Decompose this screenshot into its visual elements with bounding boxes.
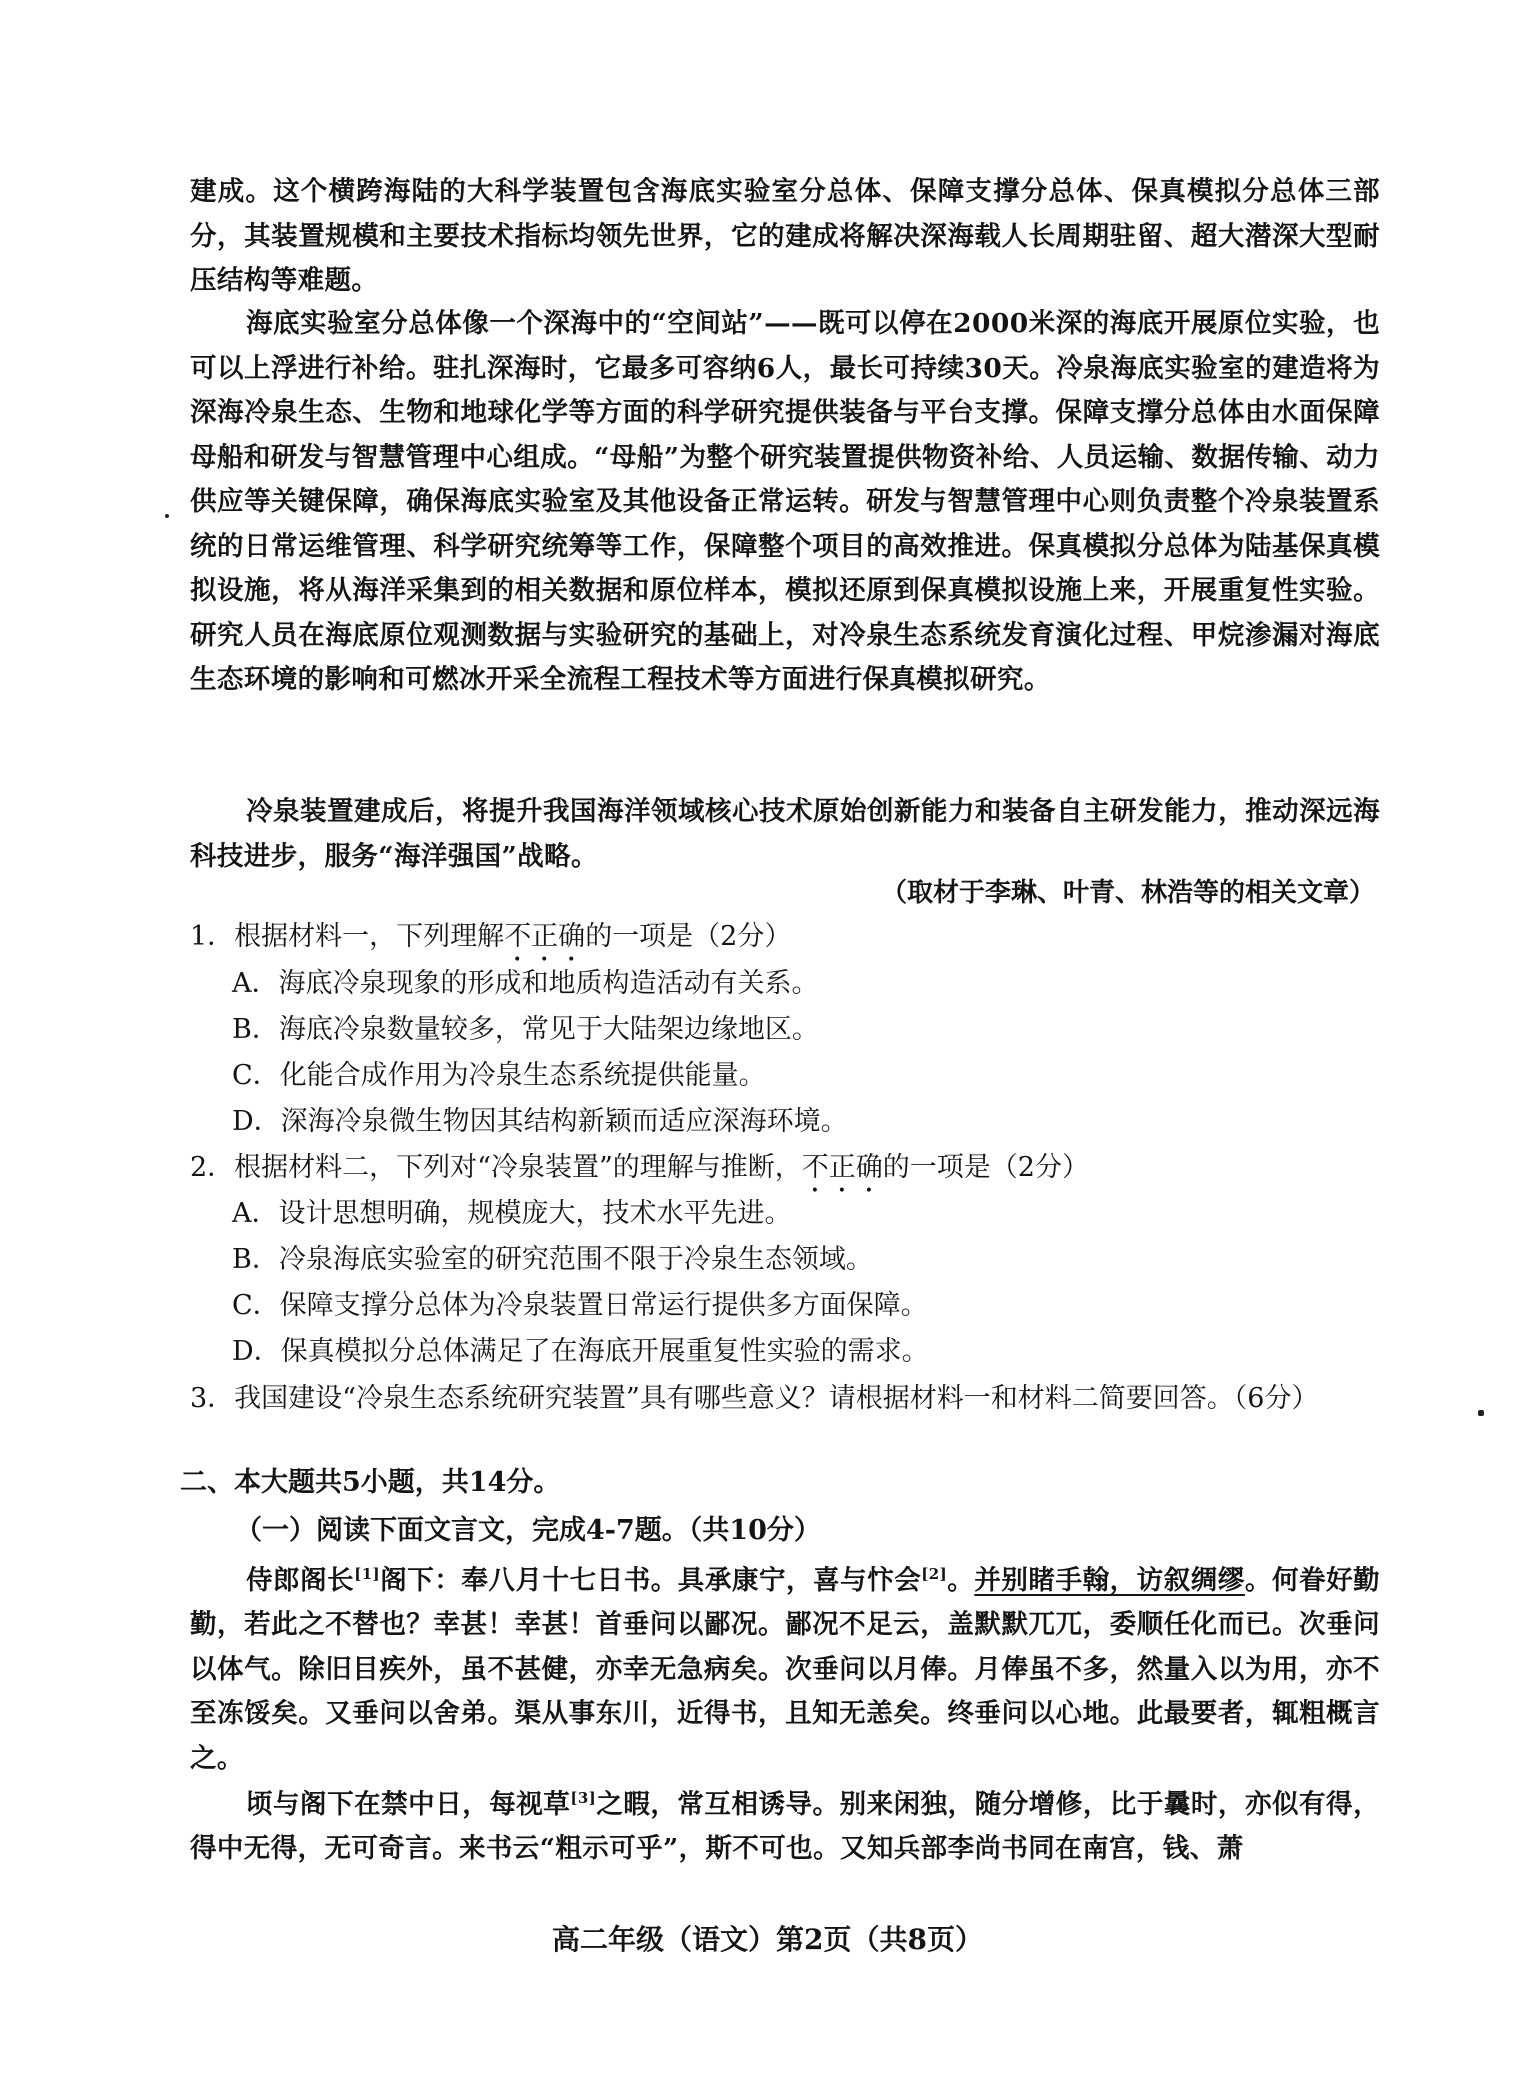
question-2-option-c: C．保障支撑分总体为冷泉装置日常运行提供多方面保障。: [232, 1290, 928, 1321]
question-1-option-b: B．海底冷泉数量较多，常见于大陆架边缘地区。: [232, 1014, 819, 1045]
material2-paragraph-1: 建成。这个横跨海陆的大科学装置包含海底实验室分总体、保障支撑分总体、保真模拟分总体三部分，其装置规模和主要技术指标均领先世界，它的建成将解决深海载人长周期驻留、超大潜深大型耐压结构等难题。: [190, 176, 1380, 296]
question-2-option-b: B．冷泉海底实验室的研究范围不限于冷泉生态领域。: [232, 1244, 873, 1275]
scan-speck: [1478, 1410, 1484, 1416]
section-2-subheading: （一）阅读下面文言文，完成4-7题。（共10分）: [235, 1515, 821, 1546]
question-1-stem: 1．根据材料一，下列理解不正确的一项是（2分）: [190, 921, 792, 952]
section-2-heading: 二、本大题共5小题，共14分。: [180, 1467, 561, 1498]
page-footer: 高二年级（语文）第2页（共8页）: [552, 1923, 983, 1956]
source-citation: （取材于李琳、叶青、林浩等的相关文章）: [880, 878, 1375, 908]
scan-speck: [165, 514, 169, 518]
classical-paragraph-1: 侍郎阁长[1]阁下：奉八月十七日书。具承康宁，喜与忭会[2]。并别睹手翰，访叙绸缪。何眷好勤勤，若此之不替也？幸甚！幸甚！首垂问以鄙况。鄙况不足云，盖默默兀兀，委顺任化而已。次垂问以体气。除旧目疾外，虽不甚健，亦幸无急病矣。次垂问以月俸。月俸虽不多，然量入以为用，亦不至冻馁矣。又垂问以舍弟。渠从事东川，近得书，且知无恙矣。终垂问以心地。此最要者，辄粗概言之。: [190, 1564, 1381, 1774]
emphasis-not-correct: 不正确: [504, 921, 586, 952]
material2-paragraph-2: 海底实验室分总体像一个深海中的“空间站”——既可以停在2000米深的海底开展原位实验，也可以上浮进行补给。驻扎深海时，它最多可容纳6人，最长可持续30天。冷泉海底实验室的建造将为深海冷泉生态、生物和地球化学等方面的科学研究提供装备与平台支撑。保障支撑分总体由水面保障母船和研发与智慧管理中心组成。“母船”为整个研究装置提供物资补给、人员运输、数据传输、动力供应等关键保障，确保海底实验室及其他设备正常运转。研发与智慧管理中心则负责整个冷泉装置系统的日常运维管理、科学研究统筹等工作，保障整个项目的高效推进。保真模拟分总体为陆基保真模拟设施，将从海洋采集到的相关数据和原位样本，模拟还原到保真模拟设施上来，开展重复性实验。研究人员在海底原位观测数据与实验研究的基础上，对冷泉生态系统发育演化过程、甲烷渗漏对海底生态环境的影响和可燃冰开采全流程工程技术等方面进行保真模拟研究。: [190, 308, 1380, 695]
question-2-option-a: A．设计思想明确，规模庞大，技术水平先进。: [232, 1198, 792, 1229]
question-3-stem: 3．我国建设“冷泉生态系统研究装置”具有哪些意义？请根据材料一和材料二简要回答。（6分）: [190, 1383, 1319, 1414]
emphasis-not-correct: 不正确: [801, 1152, 883, 1183]
question-2-stem: 2．根据材料二，下列对“冷泉装置”的理解与推断，不正确的一项是（2分）: [190, 1152, 1089, 1183]
underlined-sentence: 并别睹手翰，访叙绸缪: [974, 1564, 1245, 1596]
question-2-option-d: D．保真模拟分总体满足了在海底开展重复性实验的需求。: [232, 1336, 929, 1367]
question-1-option-a: A．海底冷泉现象的形成和地质构造活动有关系。: [232, 968, 819, 999]
question-1-option-d: D．深海冷泉微生物因其结构新颖而适应深海环境。: [232, 1106, 848, 1137]
classical-paragraph-2: 顷与阁下在禁中日，每视草[3]之暇，常互相诱导。别来闲独，随分增修，比于曩时，亦似有得，得中无得，无可奇言。来书云“粗示可乎”，斯不可也。又知兵部李尚书同在南宫，钱、萧: [190, 1788, 1380, 1865]
question-1-option-c: C．化能合成作用为冷泉生态系统提供能量。: [232, 1060, 766, 1091]
material2-paragraph-3: 冷泉装置建成后，将提升我国海洋领域核心技术原始创新能力和装备自主研发能力，推动深远海科技进步，服务“海洋强国”战略。: [190, 796, 1380, 872]
